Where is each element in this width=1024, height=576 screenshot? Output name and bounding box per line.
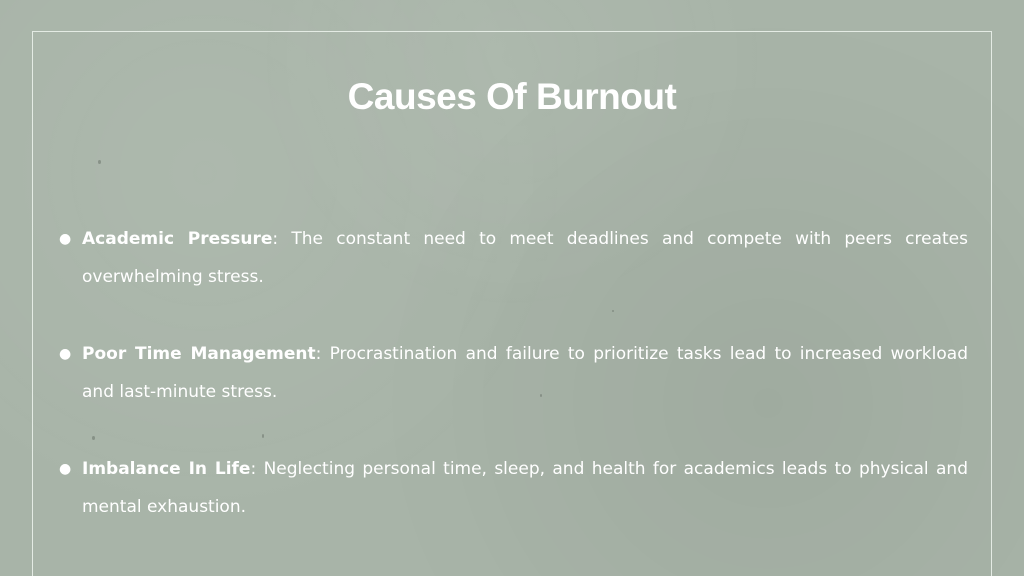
bullet-icon: ●: [59, 461, 72, 477]
item-description: Neglecting personal time, sleep, and health for academics leads to physical and mental exhaustion.: [82, 459, 969, 517]
causes-list: [57, 220, 968, 565]
item-separator: :: [250, 459, 257, 479]
item-description: Procrastination and failure to prioritize tasks lead to increased workload and last-minute stress.: [82, 344, 968, 402]
item-separator: :: [315, 344, 322, 364]
slide-title: Causes Of Burnout: [347, 76, 677, 117]
list-item: [57, 450, 968, 526]
paper-speck: [98, 160, 101, 164]
item-separator: :: [272, 229, 279, 249]
list-item: [57, 220, 968, 296]
bullet-icon: ●: [59, 231, 72, 247]
item-term: Imbalance In Life: [82, 459, 251, 479]
item-term: Poor Time Management: [82, 344, 316, 364]
bullet-icon: ●: [59, 346, 72, 362]
list-item: [57, 335, 968, 411]
item-term: Academic Pressure: [82, 229, 273, 249]
item-description: The constant need to meet deadlines and compete with peers creates overwhelming stress.: [82, 229, 968, 287]
